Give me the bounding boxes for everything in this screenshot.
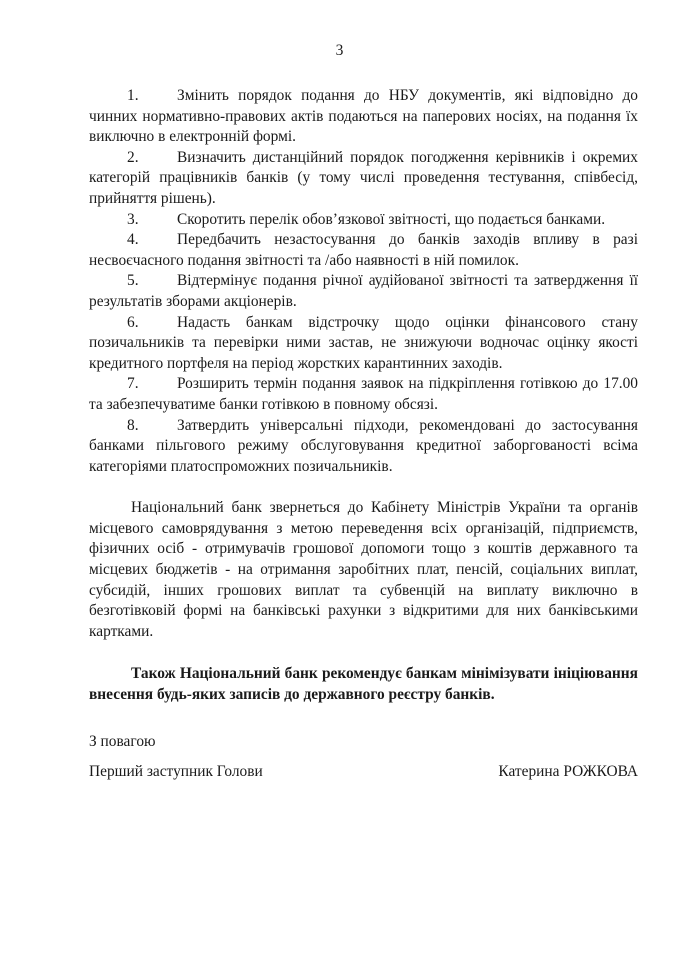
section-spacer (89, 477, 638, 498)
list-item-text: Передбачить незастосування до банків заходів впливу в разі несвоєчасного подання звітності та /або наявності в ній помилок. (89, 231, 638, 269)
paragraph-national-bank: Національний банк звернеться до Кабінету Міністрів України та органів місцевого самоврядування з метою переведення всіх організацій, підприємств, фізичних осіб - отримувачів грошової допомоги тощо з коштів державного та місцевих бюджетів - на отримання заробітних плат, пенсій, соціальних виплат, субсидій, інших грошових виплат та субвенцій на виплату виключно в безготівковій формі на банківські рахунки з відкритими для них банківськими картками. (89, 499, 638, 640)
list-item (89, 230, 638, 271)
list-item-text: Відтермінує подання річної аудійованої звітності та затвердження її результатів зборами акціонерів. (89, 272, 638, 310)
document-body (89, 86, 638, 783)
paragraph-recommendation-bold: Також Національний банк рекомендує банкам мінімізувати ініціювання внесення будь-яких записів до державного реєстру банків. (89, 665, 638, 704)
list-item-text: Затвердить універсальні підходи, рекомендовані до застосування банками пільгового режиму обслуговування кредитної заборгованості всіма категоріями платоспроможних позичальників. (89, 416, 638, 475)
list-item-text: Змінить порядок подання до НБУ документів, які відповідно до чинних нормативно-правових актів подаються на паперових носіях, на подання їх виключно в електронній формі. (89, 87, 638, 146)
list-item (89, 210, 638, 231)
list-item (89, 271, 638, 312)
signature-block (89, 762, 638, 783)
page-number: 3 (335, 42, 344, 59)
signature-spacer (89, 752, 638, 762)
list-item-number: 4. (127, 231, 139, 249)
list-item (89, 416, 638, 478)
list-item (89, 148, 638, 210)
list-item-number: 1. (127, 87, 139, 104)
list-item-number: 6. (127, 313, 139, 331)
list-item-text: Скоротить перелік обов’язкової звітності, що подається банками. (177, 210, 606, 228)
list-item-number: 7. (127, 375, 139, 393)
section-spacer (89, 706, 638, 732)
list-item-number: 8. (127, 416, 139, 434)
signature-title: Перший заступник Голови (89, 763, 263, 781)
list-item (89, 313, 638, 375)
list-item-number: 3. (127, 210, 139, 228)
signature-regards: З повагою (89, 732, 156, 750)
section-spacer (89, 642, 638, 664)
list-item-number: 2. (127, 148, 139, 166)
list-item-text: Визначить дистанційний порядок погодження керівників і окремих категорій працівників банків (у тому числі проведення тестування, співбесід, прийняття рішень). (89, 148, 638, 207)
list-item (89, 374, 638, 415)
list-item-text: Розширить термін подання заявок на підкріплення готівкою до 17.00 та забезпечуватиме банки готівкою в повному обсязі. (89, 375, 638, 413)
signature-name: Катерина РОЖКОВА (498, 763, 638, 781)
list-item (89, 86, 638, 148)
list-item-text: Надасть банкам відстрочку щодо оцінки фінансового стану позичальників та перевірки ними застав, не знижуючи водночас оцінку якості кредитного портфеля на період жорстких карантинних заходів. (89, 313, 638, 372)
numbered-list (89, 86, 638, 477)
list-item-number: 5. (127, 272, 139, 290)
